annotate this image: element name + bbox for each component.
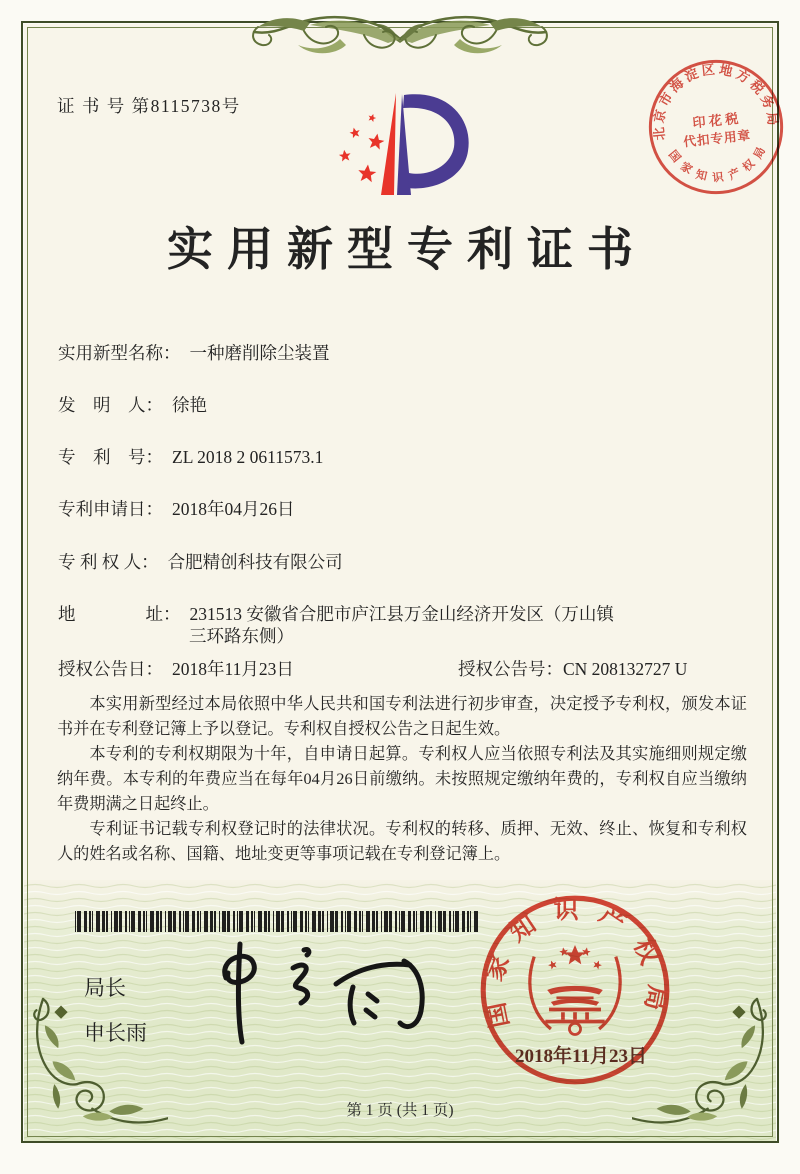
signer-block xyxy=(84,972,147,1047)
field-label: 授权公告号： xyxy=(458,659,563,679)
paragraph-2: 本专利的专利权期限为十年，自申请日起算。专利权人应当依照专利法及其实施细则规定缴纳年费。本专利的年费应当在每年04月26日前缴纳。未按照规定缴纳年费的，专利权自应当缴纳年费期满之日起终止。 xyxy=(57,745,747,813)
paragraph-3: 专利证书记载专利权登记时的法律状况。专利权的转移、质押、无效、终止、恢复和专利权人的姓名或名称、国籍、地址变更等事项记载在专利登记簿上。 xyxy=(57,820,747,863)
field-label: 专 利 权 人： xyxy=(58,552,159,572)
field-value-line2: 三环路东侧） xyxy=(189,626,294,646)
field-value: 合肥精创科技有限公司 xyxy=(167,552,343,572)
field-label: 专利申请日： xyxy=(58,499,163,519)
field-label: 授权公告日： xyxy=(58,659,163,679)
field-patentee xyxy=(58,549,343,574)
tax-seal-arc-top: 北京市海淀区地方税务局 xyxy=(650,61,781,142)
logo-stars xyxy=(338,113,385,183)
seal-date: 2018年11月23日 xyxy=(515,1046,647,1067)
field-value: 2018年11月23日 xyxy=(172,659,294,679)
paragraph-1: 本实用新型经过本局依照中华人民共和国专利法进行初步审查，决定授予专利权，颁发本证书并在专利登记簿上予以登记。专利权自授权公告之日起生效。 xyxy=(57,695,747,738)
barcode xyxy=(75,911,481,933)
national-emblem xyxy=(530,945,620,1034)
page-number: 第 1 页 (共 1 页) xyxy=(346,1102,454,1119)
tax-seal-line1: 印 花 税 xyxy=(691,110,739,131)
signer-title: 局长 xyxy=(84,977,126,1000)
cnipa-logo xyxy=(320,75,510,220)
legal-text xyxy=(57,692,747,867)
field-label: 地 址： xyxy=(58,604,181,624)
tax-seal-arc-bottom: 国家知识产权局 xyxy=(665,139,772,185)
top-flourish xyxy=(250,5,550,59)
field-name xyxy=(58,340,330,365)
field-label: 专 利 号： xyxy=(58,447,163,467)
field-label: 发 明 人： xyxy=(58,395,163,415)
field-value: 一种磨削除尘装置 xyxy=(189,343,330,363)
logo-red-wedge xyxy=(381,93,396,195)
field-inventor xyxy=(58,392,207,417)
field-filing-date xyxy=(58,496,295,521)
field-address xyxy=(58,601,614,646)
field-value: 231513 安徽省合肥市庐江县万金山经济开发区（万山镇 xyxy=(189,604,614,624)
field-grant-number xyxy=(458,656,687,681)
field-value: ZL 2018 2 0611573.1 xyxy=(172,447,324,467)
field-grant-date xyxy=(58,656,688,681)
cnipa-seal-arc: 国家知识产权局 xyxy=(479,897,671,1030)
field-label: 实用新型名称： xyxy=(58,343,181,363)
logo-p-bowl xyxy=(403,94,469,188)
tax-stamp-seal xyxy=(634,45,799,210)
field-value: CN 208132727 U xyxy=(563,659,688,679)
director-signature xyxy=(208,938,436,1046)
tax-seal-line2: 代扣专用章 xyxy=(682,128,752,150)
field-value: 徐艳 xyxy=(172,395,207,415)
field-value: 2018年04月26日 xyxy=(172,499,295,519)
certificate-title: 实用新型专利证书 xyxy=(167,224,647,275)
field-patent-no xyxy=(58,444,323,469)
signer-name: 申长雨 xyxy=(84,1022,147,1045)
certificate-number: 证 书 号 第8115738号 xyxy=(57,96,241,116)
